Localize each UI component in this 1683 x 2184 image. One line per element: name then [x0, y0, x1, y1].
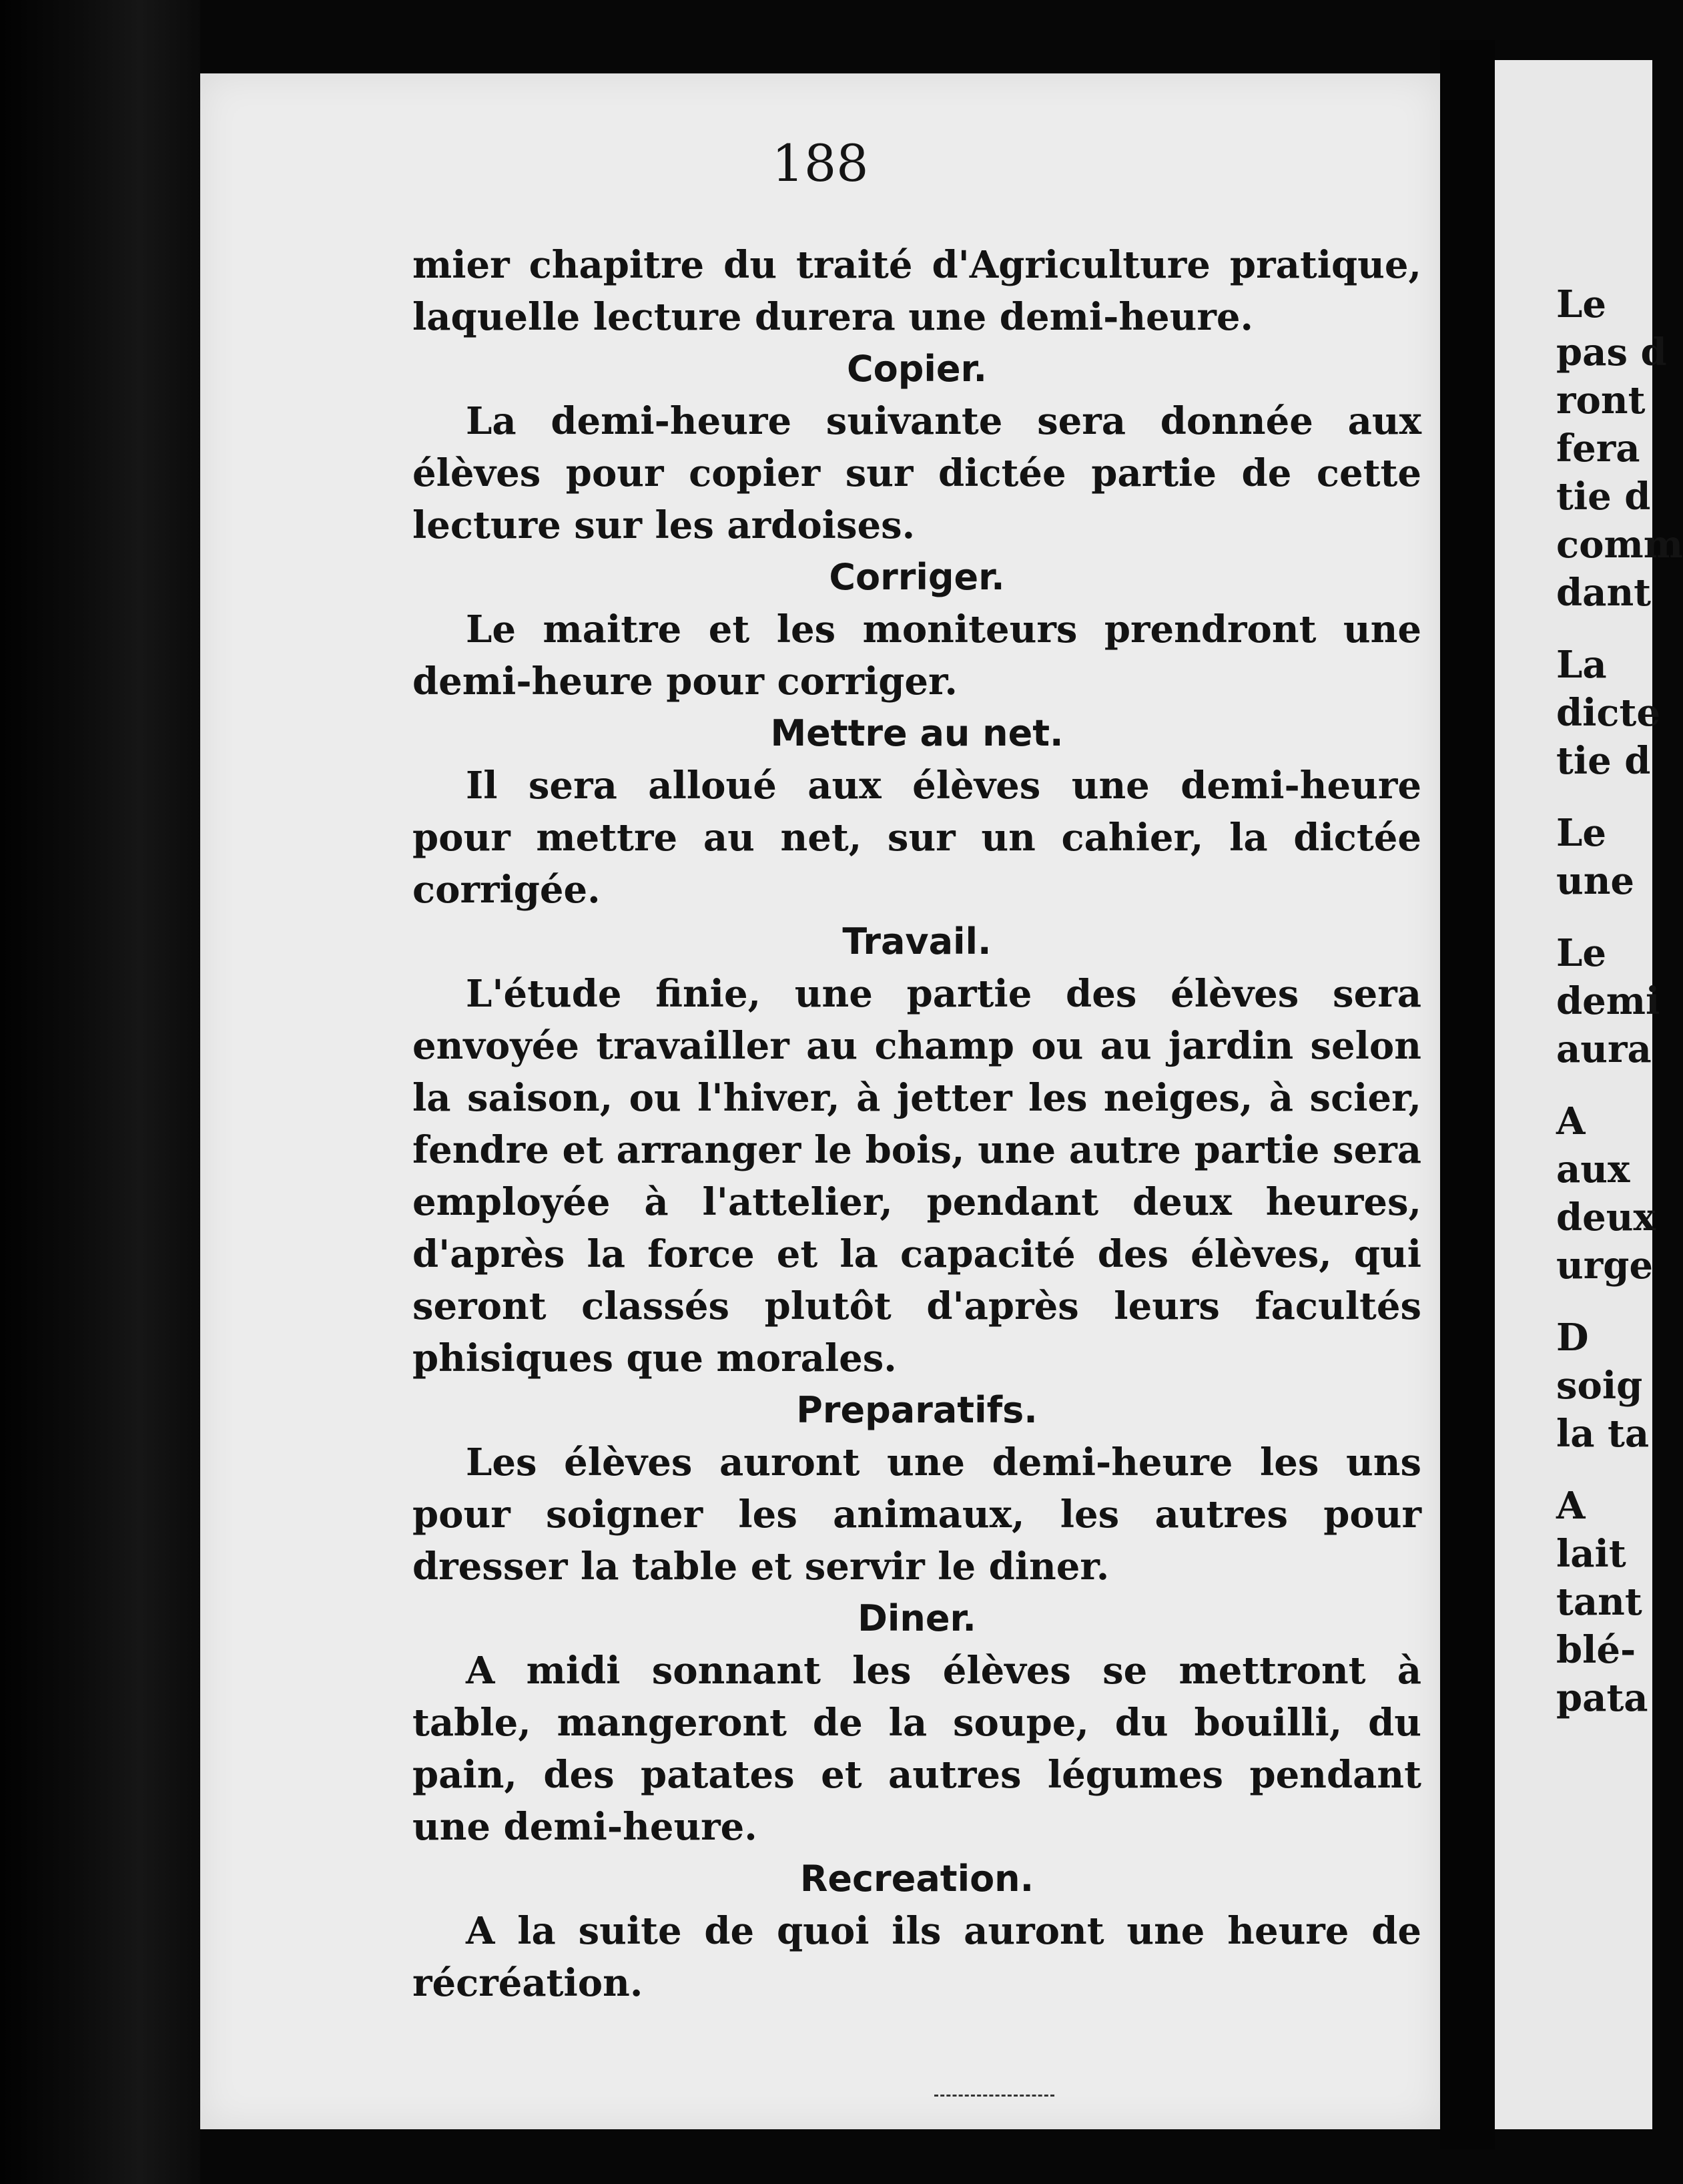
fragment-line: fera — [1556, 427, 1640, 471]
heading-corriger: Corriger. — [829, 556, 1005, 598]
fragment-line: dant — [1556, 571, 1652, 615]
heading-recreation: Recreation. — [799, 1858, 1034, 1900]
fragment-line: ront — [1556, 378, 1646, 423]
book-page — [200, 73, 1440, 2129]
adjacent-page-edge — [1495, 60, 1683, 2129]
paragraph-copier: La demi-heure suivante sera donnée aux élèves pour copier sur dictée partie de cette lecture sur les ardoises. — [412, 399, 1421, 547]
fragment-line: D — [1556, 1316, 1589, 1360]
fragment-line: comm — [1556, 523, 1683, 567]
book-binding-shadow — [0, 0, 200, 2184]
fragment-line: pas d — [1556, 330, 1667, 374]
fragment-line: lait — [1556, 1532, 1626, 1576]
fragment-line: tie d — [1556, 739, 1651, 783]
fragment-line: deux — [1556, 1195, 1656, 1240]
fragment-line: la ta — [1556, 1412, 1650, 1456]
fragment-line: Le — [1556, 282, 1607, 326]
fragment-line: demi — [1556, 979, 1660, 1023]
fragment-line: blé- — [1556, 1628, 1636, 1672]
page-text — [412, 239, 1421, 2009]
fragment-line: dicte — [1556, 691, 1661, 735]
heading-copier: Copier. — [847, 348, 987, 390]
fragment-line: aux — [1556, 1147, 1630, 1191]
fragment-line: A — [1556, 1484, 1586, 1528]
fragment-line: Le — [1556, 811, 1607, 855]
fragment-line: une — [1556, 859, 1635, 903]
paragraph-travail: L'étude finie, une partie des élèves sera envoyée travailler au champ ou au jardin selon la saison, ou l'hiver, à jetter les neiges, à scier, fendre et arranger le bois, une autre partie sera employée à l'attelier, pendant deux heures, d'après la force et la capacité des élèves, qui seront classés plutôt d'après leurs facultés phisiques que morales. — [412, 972, 1421, 1380]
fragment-line: Le — [1556, 931, 1607, 975]
fragment-line: A — [1556, 1099, 1586, 1143]
fragment-line: tie d — [1556, 475, 1651, 519]
page-number: 188 — [771, 133, 869, 193]
heading-preparatifs: Preparatifs. — [796, 1389, 1038, 1431]
heading-diner: Diner. — [858, 1597, 976, 1639]
fragment-line: aura — [1556, 1027, 1652, 1071]
heading-mettre-au-net: Mettre au net. — [770, 712, 1064, 754]
paragraph-corriger: Le maitre et les moniteurs prendront une demi-heure pour corriger. — [412, 607, 1421, 704]
footer-dashed-rule — [934, 2095, 1054, 2097]
heading-travail: Travail. — [842, 920, 992, 963]
adjacent-page-text — [1556, 280, 1683, 1722]
fragment-line: soig — [1556, 1364, 1643, 1408]
fragment-line: urge — [1556, 1244, 1654, 1288]
paragraph-recreation: A la suite de quoi ils auront une heure de récréation. — [412, 1909, 1421, 2005]
paragraph-preparatifs: Les élèves auront une demi-heure les uns pour soigner les animaux, les autres pour dresser la table et servir le diner. — [412, 1440, 1421, 1589]
page-gutter — [1440, 40, 1495, 2149]
paragraph-mettre-au-net: Il sera alloué aux élèves une demi-heure pour mettre au net, sur un cahier, la dictée corrigée. — [412, 764, 1421, 912]
fragment-line: pata — [1556, 1676, 1648, 1720]
fragment-line: La — [1556, 643, 1607, 687]
paragraph-diner: A midi sonnant les élèves se mettront à table, mangeront de la soupe, du bouilli, du pain, des patates et autres légumes pendant une demi-heure. — [412, 1649, 1421, 1849]
fragment-line: tant — [1556, 1580, 1642, 1624]
paragraph-intro: mier chapitre du traité d'Agriculture pratique, laquelle lecture durera une demi-heure. — [412, 243, 1421, 339]
